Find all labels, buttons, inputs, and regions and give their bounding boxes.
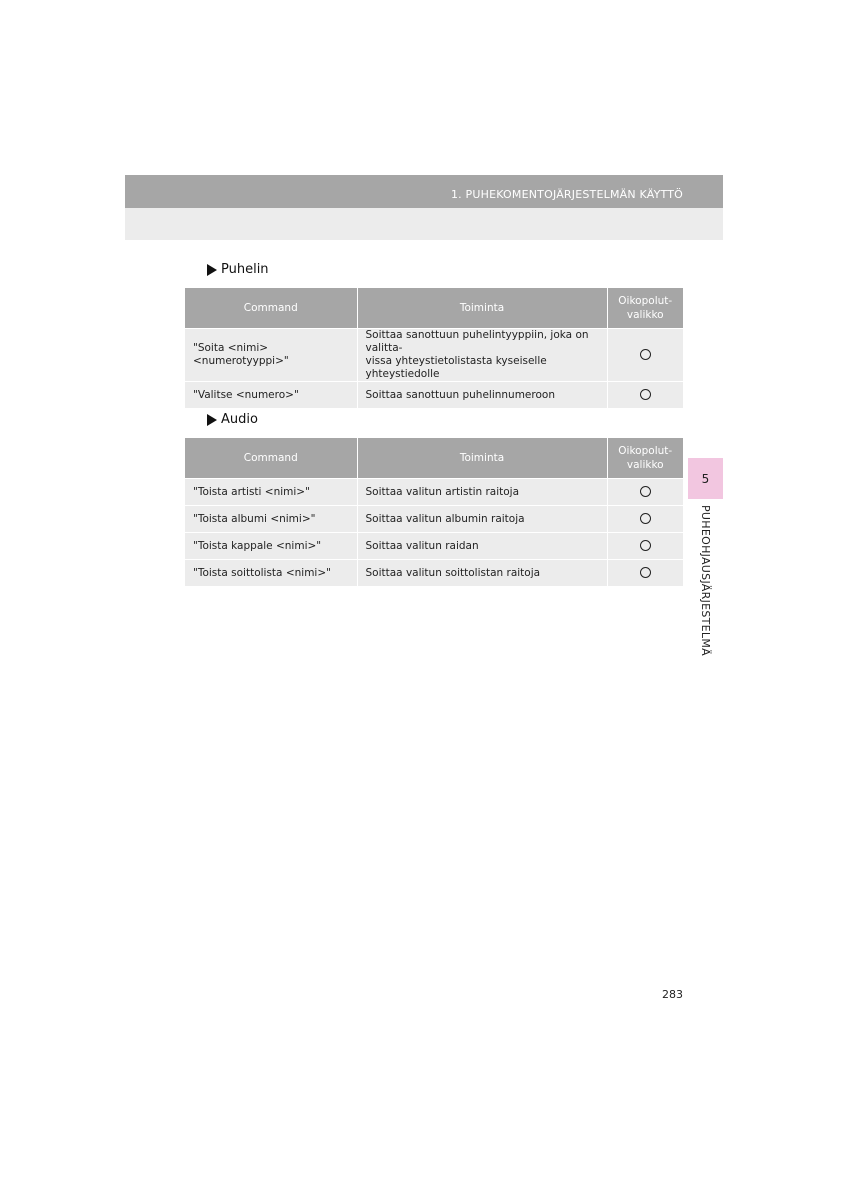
table-header-row	[185, 288, 683, 329]
section-heading-label: Puhelin	[221, 262, 269, 277]
shortcut-cell	[607, 560, 683, 587]
page-number: 283	[662, 988, 683, 1001]
command-cell: "Toista soittolista <nimi>"	[185, 560, 357, 587]
triangle-right-icon	[207, 414, 217, 426]
chapter-header-subbar	[125, 208, 723, 240]
table-row	[185, 533, 683, 560]
command-cell: "Toista kappale <nimi>"	[185, 533, 357, 560]
column-header-shortcut: Oikopolut- valikko	[607, 438, 683, 479]
shortcut-cell	[607, 382, 683, 409]
command-cell: "Soita <nimi><numerotyyppi>"	[185, 329, 357, 382]
circle-icon	[640, 486, 651, 497]
action-cell: Soittaa sanottuun puhelinnumeroon	[357, 382, 607, 409]
chapter-side-label: PUHEOHJAUSJÄRJESTELMÄ	[699, 505, 712, 656]
section-heading-audio	[207, 412, 258, 427]
command-table-puhelin	[185, 288, 683, 408]
table-header-row	[185, 438, 683, 479]
column-header-command: Command	[185, 288, 357, 329]
column-header-command: Command	[185, 438, 357, 479]
table-row	[185, 479, 683, 506]
table-row	[185, 329, 683, 382]
section-heading-puhelin	[207, 262, 269, 277]
chapter-header-title: 1. PUHEKOMENTOJÄRJESTELMÄN KÄYTTÖ	[450, 188, 683, 201]
triangle-right-icon	[207, 264, 217, 276]
command-cell: "Toista albumi <nimi>"	[185, 506, 357, 533]
column-header-shortcut: Oikopolut- valikko	[607, 288, 683, 329]
circle-icon	[640, 389, 651, 400]
shortcut-cell	[607, 506, 683, 533]
table-row	[185, 506, 683, 533]
command-cell: "Toista artisti <nimi>"	[185, 479, 357, 506]
circle-icon	[640, 540, 651, 551]
action-cell: Soittaa valitun soittolistan raitoja	[357, 560, 607, 587]
action-cell: Soittaa valitun raidan	[357, 533, 607, 560]
action-cell: Soittaa sanottuun puhelintyyppiin, joka on valitta- vissa yhteystietolistasta kyseiselle yhteystiedolle	[357, 329, 607, 382]
circle-icon	[640, 349, 651, 360]
shortcut-cell	[607, 479, 683, 506]
action-cell: Soittaa valitun albumin raitoja	[357, 506, 607, 533]
chapter-number-tab: 5	[688, 458, 723, 499]
table-row	[185, 560, 683, 587]
command-cell: "Valitse <numero>"	[185, 382, 357, 409]
section-heading-label: Audio	[221, 412, 258, 427]
command-table-audio	[185, 438, 683, 586]
action-cell: Soittaa valitun artistin raitoja	[357, 479, 607, 506]
circle-icon	[640, 567, 651, 578]
chapter-header-bar	[125, 175, 723, 208]
column-header-action: Toiminta	[357, 288, 607, 329]
column-header-action: Toiminta	[357, 438, 607, 479]
table-row	[185, 382, 683, 409]
shortcut-cell	[607, 533, 683, 560]
circle-icon	[640, 513, 651, 524]
shortcut-cell	[607, 329, 683, 382]
